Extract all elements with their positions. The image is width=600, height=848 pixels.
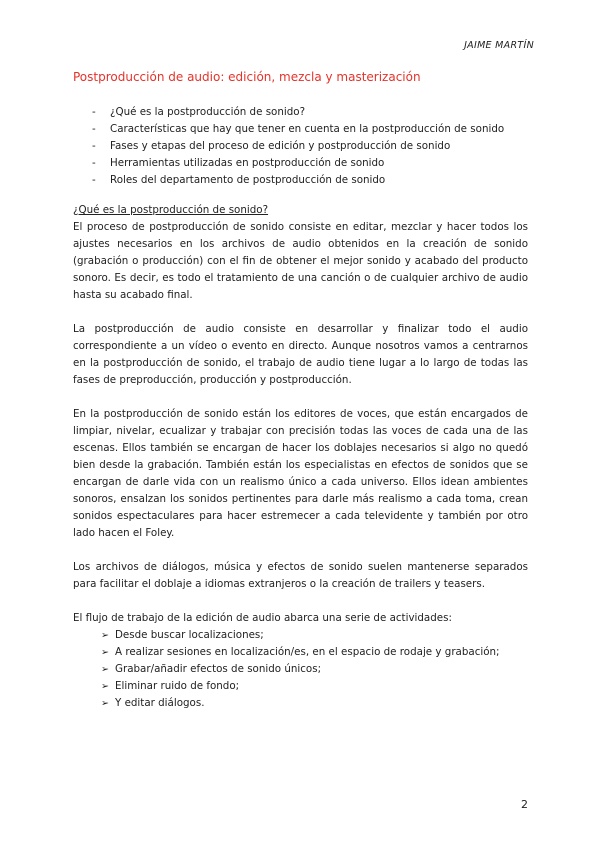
paragraph: En la postproducción de sonido están los editores de voces, que están encargados de limpiar, nivelar, ecualizar y trabajar con precisión todas las voces de cada una de las escenas. Ellos también se encargan de hacer los doblajes necesarios si algo no quedó bien desde la grabación. También están los especialistas en efectos de sonidos que se encargan de darle vida con un realismo único a cada universo. Ellos idean ambientes sonoros, ensalzan los sonidos pertinentes para darle más realismo a cada toma, crean sonidos espectaculares para hacer estremecer a cada televidente y también por otro lado hacen el Foley. — [73, 408, 528, 539]
topic-item: - Herramientas utilizadas en postproducción de sonido — [92, 155, 504, 172]
workflow-item: ➢ Y editar diálogos. — [101, 695, 528, 712]
workflow-item: ➢ A realizar sesiones en localización/es, en el espacio de rodaje y grabación; — [101, 644, 528, 661]
workflow-item: ➢ Grabar/añadir efectos de sonido únicos; — [101, 661, 528, 678]
topic-item: - ¿Qué es la postproducción de sonido? — [92, 104, 504, 121]
document-title: Postproducción de audio: edición, mezcla y masterización — [73, 70, 421, 84]
workflow-item: ➢ Desde buscar localizaciones; — [101, 627, 528, 644]
topic-item: - Características que hay que tener en cuenta en la postproducción de sonido — [92, 121, 504, 138]
paragraph: El flujo de trabajo de la edición de audio abarca una serie de actividades: — [73, 612, 452, 624]
topic-list — [92, 104, 504, 189]
paragraph: El proceso de postproducción de sonido consiste en editar, mezclar y hacer todos los ajustes necesarios en los archivos de audio obtenidos en la creación de sonido (grabación o producción) con el fin de obtener el mejor sonido y acabado del producto sonoro. Es decir, es todo el tratamiento de una canción o de cualquier archivo de audio hasta su acabado final. — [73, 221, 528, 301]
workflow-item: ➢ Eliminar ruido de fondo; — [101, 678, 528, 695]
paragraph: Los archivos de diálogos, música y efectos de sonido suelen mantenerse separados para facilitar el doblaje a idiomas extranjeros o la creación de trailers y teasers. — [73, 561, 528, 590]
header-author: JAIME MARTÍN — [464, 40, 534, 51]
section-heading: ¿Qué es la postproducción de sonido? — [73, 204, 269, 216]
section-body — [73, 202, 528, 712]
paragraph: La postproducción de audio consiste en desarrollar y finalizar todo el audio correspondiente a un vídeo o evento en directo. Aunque nosotros vamos a centrarnos en la postproducción de sonido, el trabajo de audio tiene lugar a lo largo de todas las fases de preproducción, producción y postproducción. — [73, 323, 528, 386]
topic-item: - Roles del departamento de postproducción de sonido — [92, 172, 504, 189]
workflow-list — [73, 627, 528, 712]
page-number: 2 — [521, 798, 528, 811]
topic-item: - Fases y etapas del proceso de edición y postproducción de sonido — [92, 138, 504, 155]
